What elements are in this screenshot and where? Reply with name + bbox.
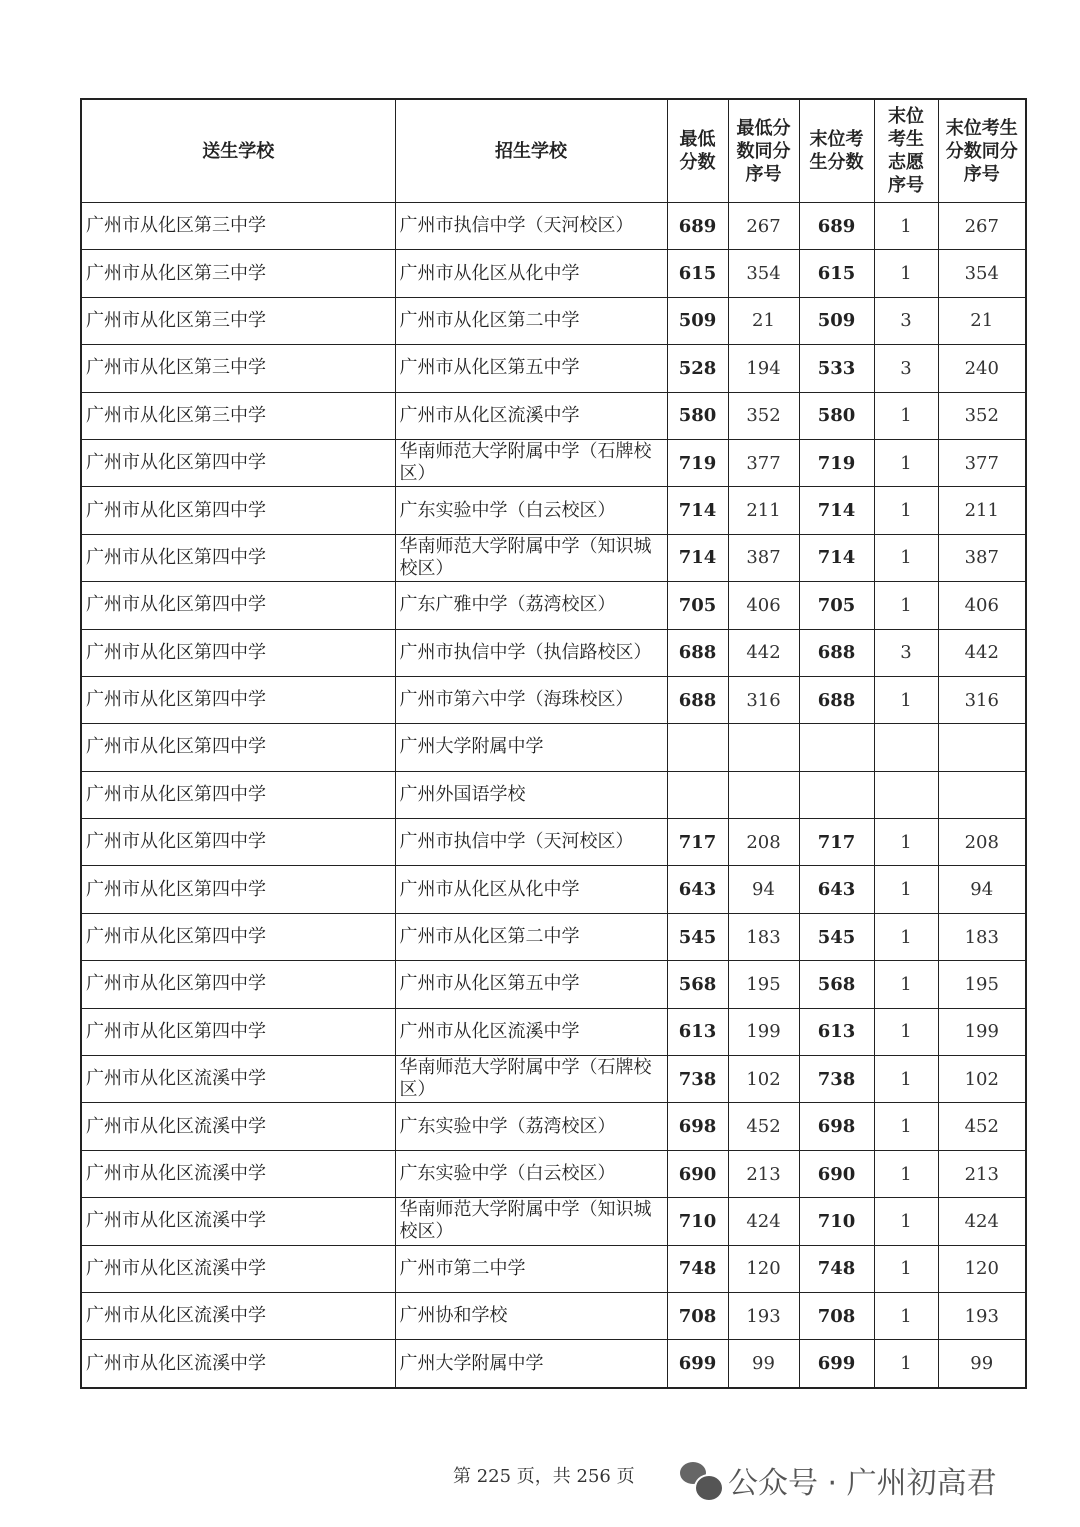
cell-last-choice-no: 3 bbox=[874, 629, 938, 676]
header-min-score: 最低分数 bbox=[667, 99, 728, 203]
cell-admitting-school: 广东实验中学（白云校区） bbox=[395, 487, 667, 534]
cell-admitting-school: 广州大学附属中学 bbox=[395, 1340, 667, 1388]
cell-admitting-school: 广州市从化区从化中学 bbox=[395, 866, 667, 913]
cell-last-choice-no: 1 bbox=[874, 1245, 938, 1292]
cell-last-score-rank: 352 bbox=[938, 392, 1026, 439]
cell-min-score-rank: 21 bbox=[728, 297, 799, 344]
cell-last-choice-no: 1 bbox=[874, 1292, 938, 1339]
cell-last-score: 533 bbox=[799, 345, 874, 392]
cell-min-score: 545 bbox=[667, 913, 728, 960]
cell-last-score-rank: 21 bbox=[938, 297, 1026, 344]
cell-last-score-rank bbox=[938, 724, 1026, 771]
cell-sending-school: 广州市从化区流溪中学 bbox=[81, 1103, 395, 1150]
cell-admitting-school: 广州外国语学校 bbox=[395, 771, 667, 818]
cell-last-score-rank: 377 bbox=[938, 439, 1026, 486]
page-number: 第 225 页，共 256 页 bbox=[453, 1466, 635, 1487]
cell-min-score: 643 bbox=[667, 866, 728, 913]
cell-last-choice-no: 1 bbox=[874, 676, 938, 723]
cell-last-score: 719 bbox=[799, 439, 874, 486]
cell-min-score-rank: 120 bbox=[728, 1245, 799, 1292]
table-row bbox=[81, 1245, 1026, 1292]
cell-last-choice-no: 1 bbox=[874, 392, 938, 439]
cell-admitting-school: 广州市从化区流溪中学 bbox=[395, 1008, 667, 1055]
cell-admitting-school: 广州市执信中学（天河校区） bbox=[395, 819, 667, 866]
table-row bbox=[81, 961, 1026, 1008]
cell-last-score-rank: 316 bbox=[938, 676, 1026, 723]
cell-last-score: 698 bbox=[799, 1103, 874, 1150]
table-row bbox=[81, 1008, 1026, 1055]
table-row bbox=[81, 297, 1026, 344]
cell-last-score-rank: 199 bbox=[938, 1008, 1026, 1055]
header-last-choice-no: 末位考生志愿序号 bbox=[874, 99, 938, 203]
cell-sending-school: 广州市从化区第四中学 bbox=[81, 1008, 395, 1055]
cell-min-score: 689 bbox=[667, 203, 728, 250]
cell-sending-school: 广州市从化区第四中学 bbox=[81, 534, 395, 581]
cell-last-choice-no: 1 bbox=[874, 250, 938, 297]
cell-last-choice-no: 3 bbox=[874, 297, 938, 344]
cell-last-choice-no: 1 bbox=[874, 534, 938, 581]
table-row bbox=[81, 1103, 1026, 1150]
cell-admitting-school: 广州市从化区流溪中学 bbox=[395, 392, 667, 439]
cell-min-score: 708 bbox=[667, 1292, 728, 1339]
cell-last-choice-no: 1 bbox=[874, 1103, 938, 1150]
cell-last-score: 710 bbox=[799, 1198, 874, 1245]
cell-last-choice-no: 1 bbox=[874, 961, 938, 1008]
cell-sending-school: 广州市从化区第四中学 bbox=[81, 487, 395, 534]
cell-sending-school: 广州市从化区流溪中学 bbox=[81, 1340, 395, 1388]
table-header-row bbox=[81, 99, 1026, 203]
cell-last-choice-no: 1 bbox=[874, 1008, 938, 1055]
cell-min-score: 738 bbox=[667, 1056, 728, 1103]
cell-min-score-rank: 193 bbox=[728, 1292, 799, 1339]
cell-min-score-rank: 377 bbox=[728, 439, 799, 486]
cell-min-score-rank: 387 bbox=[728, 534, 799, 581]
cell-min-score bbox=[667, 724, 728, 771]
cell-last-score: 748 bbox=[799, 1245, 874, 1292]
cell-sending-school: 广州市从化区第四中学 bbox=[81, 819, 395, 866]
cell-last-score-rank: 99 bbox=[938, 1340, 1026, 1388]
cell-sending-school: 广州市从化区第三中学 bbox=[81, 345, 395, 392]
cell-last-choice-no: 1 bbox=[874, 866, 938, 913]
cell-last-choice-no bbox=[874, 771, 938, 818]
table-row bbox=[81, 582, 1026, 629]
cell-min-score: 719 bbox=[667, 439, 728, 486]
cell-last-score-rank: 183 bbox=[938, 913, 1026, 960]
cell-last-score-rank: 195 bbox=[938, 961, 1026, 1008]
cell-min-score: 698 bbox=[667, 1103, 728, 1150]
cell-last-choice-no: 1 bbox=[874, 913, 938, 960]
cell-last-score: 705 bbox=[799, 582, 874, 629]
wechat-icon bbox=[680, 1462, 720, 1498]
cell-last-score: 689 bbox=[799, 203, 874, 250]
cell-admitting-school: 广东广雅中学（荔湾校区） bbox=[395, 582, 667, 629]
cell-sending-school: 广州市从化区流溪中学 bbox=[81, 1198, 395, 1245]
cell-min-score: 528 bbox=[667, 345, 728, 392]
cell-last-score-rank: 208 bbox=[938, 819, 1026, 866]
cell-sending-school: 广州市从化区第四中学 bbox=[81, 771, 395, 818]
cell-sending-school: 广州市从化区第三中学 bbox=[81, 203, 395, 250]
cell-last-score bbox=[799, 724, 874, 771]
cell-min-score-rank: 424 bbox=[728, 1198, 799, 1245]
cell-last-score-rank: 442 bbox=[938, 629, 1026, 676]
cell-min-score-rank bbox=[728, 771, 799, 818]
cell-sending-school: 广州市从化区第四中学 bbox=[81, 866, 395, 913]
cell-min-score: 710 bbox=[667, 1198, 728, 1245]
table-row bbox=[81, 534, 1026, 581]
cell-admitting-school: 广东实验中学（荔湾校区） bbox=[395, 1103, 667, 1150]
cell-admitting-school: 广州市从化区第五中学 bbox=[395, 961, 667, 1008]
cell-min-score-rank: 452 bbox=[728, 1103, 799, 1150]
cell-min-score: 714 bbox=[667, 534, 728, 581]
cell-min-score-rank: 208 bbox=[728, 819, 799, 866]
cell-last-score-rank: 354 bbox=[938, 250, 1026, 297]
cell-min-score: 748 bbox=[667, 1245, 728, 1292]
cell-admitting-school: 广州市第二中学 bbox=[395, 1245, 667, 1292]
cell-admitting-school: 华南师范大学附属中学（知识城校区） bbox=[395, 1198, 667, 1245]
cell-last-score-rank: 240 bbox=[938, 345, 1026, 392]
table-row bbox=[81, 724, 1026, 771]
cell-min-score-rank: 267 bbox=[728, 203, 799, 250]
cell-last-score-rank: 452 bbox=[938, 1103, 1026, 1150]
cell-last-score: 714 bbox=[799, 534, 874, 581]
cell-min-score: 714 bbox=[667, 487, 728, 534]
header-sending-school: 送生学校 bbox=[81, 99, 395, 203]
cell-min-score-rank: 213 bbox=[728, 1150, 799, 1197]
cell-min-score-rank: 406 bbox=[728, 582, 799, 629]
cell-last-choice-no: 1 bbox=[874, 1198, 938, 1245]
cell-sending-school: 广州市从化区第四中学 bbox=[81, 582, 395, 629]
cell-last-score-rank: 213 bbox=[938, 1150, 1026, 1197]
cell-last-score: 714 bbox=[799, 487, 874, 534]
cell-last-score-rank: 424 bbox=[938, 1198, 1026, 1245]
cell-last-choice-no: 1 bbox=[874, 203, 938, 250]
cell-admitting-school: 华南师范大学附属中学（石牌校区） bbox=[395, 1056, 667, 1103]
cell-last-choice-no: 1 bbox=[874, 487, 938, 534]
cell-last-score-rank: 267 bbox=[938, 203, 1026, 250]
cell-last-score-rank: 211 bbox=[938, 487, 1026, 534]
watermark bbox=[680, 1458, 997, 1502]
cell-last-score-rank: 406 bbox=[938, 582, 1026, 629]
cell-admitting-school: 广州市执信中学（执信路校区） bbox=[395, 629, 667, 676]
cell-admitting-school: 广州市从化区第五中学 bbox=[395, 345, 667, 392]
cell-admitting-school: 广州市从化区从化中学 bbox=[395, 250, 667, 297]
table-row bbox=[81, 676, 1026, 723]
cell-min-score: 509 bbox=[667, 297, 728, 344]
table-row bbox=[81, 1292, 1026, 1339]
cell-last-choice-no: 1 bbox=[874, 582, 938, 629]
cell-last-score: 580 bbox=[799, 392, 874, 439]
cell-admitting-school: 华南师范大学附属中学（知识城校区） bbox=[395, 534, 667, 581]
cell-last-score: 717 bbox=[799, 819, 874, 866]
table-row bbox=[81, 1150, 1026, 1197]
cell-admitting-school: 广州市执信中学（天河校区） bbox=[395, 203, 667, 250]
cell-min-score-rank: 352 bbox=[728, 392, 799, 439]
cell-last-score: 568 bbox=[799, 961, 874, 1008]
cell-last-score: 699 bbox=[799, 1340, 874, 1388]
admission-score-table bbox=[80, 98, 1027, 1389]
cell-last-choice-no: 1 bbox=[874, 1150, 938, 1197]
cell-last-score: 615 bbox=[799, 250, 874, 297]
header-admitting-school: 招生学校 bbox=[395, 99, 667, 203]
table-row bbox=[81, 1056, 1026, 1103]
cell-last-score-rank: 387 bbox=[938, 534, 1026, 581]
table-row bbox=[81, 487, 1026, 534]
cell-sending-school: 广州市从化区第四中学 bbox=[81, 629, 395, 676]
cell-sending-school: 广州市从化区第三中学 bbox=[81, 250, 395, 297]
cell-min-score-rank: 102 bbox=[728, 1056, 799, 1103]
cell-last-score-rank bbox=[938, 771, 1026, 818]
cell-last-score-rank: 120 bbox=[938, 1245, 1026, 1292]
cell-last-choice-no bbox=[874, 724, 938, 771]
cell-last-score-rank: 94 bbox=[938, 866, 1026, 913]
cell-min-score-rank: 183 bbox=[728, 913, 799, 960]
cell-min-score-rank: 199 bbox=[728, 1008, 799, 1055]
cell-sending-school: 广州市从化区第四中学 bbox=[81, 961, 395, 1008]
cell-min-score-rank: 94 bbox=[728, 866, 799, 913]
cell-min-score bbox=[667, 771, 728, 818]
cell-min-score: 688 bbox=[667, 629, 728, 676]
table-row bbox=[81, 866, 1026, 913]
table-row bbox=[81, 250, 1026, 297]
cell-min-score: 615 bbox=[667, 250, 728, 297]
cell-min-score: 613 bbox=[667, 1008, 728, 1055]
header-min-score-rank: 最低分数同分序号 bbox=[728, 99, 799, 203]
cell-min-score: 699 bbox=[667, 1340, 728, 1388]
cell-admitting-school: 广州协和学校 bbox=[395, 1292, 667, 1339]
cell-min-score-rank bbox=[728, 724, 799, 771]
cell-sending-school: 广州市从化区流溪中学 bbox=[81, 1292, 395, 1339]
cell-last-score: 738 bbox=[799, 1056, 874, 1103]
cell-sending-school: 广州市从化区流溪中学 bbox=[81, 1056, 395, 1103]
cell-last-score: 690 bbox=[799, 1150, 874, 1197]
cell-last-score: 613 bbox=[799, 1008, 874, 1055]
cell-min-score-rank: 194 bbox=[728, 345, 799, 392]
cell-sending-school: 广州市从化区第三中学 bbox=[81, 392, 395, 439]
cell-admitting-school: 广州大学附属中学 bbox=[395, 724, 667, 771]
cell-min-score-rank: 195 bbox=[728, 961, 799, 1008]
cell-last-choice-no: 3 bbox=[874, 345, 938, 392]
cell-admitting-school: 广州市从化区第二中学 bbox=[395, 297, 667, 344]
table-row bbox=[81, 439, 1026, 486]
cell-last-choice-no: 1 bbox=[874, 1340, 938, 1388]
cell-last-choice-no: 1 bbox=[874, 439, 938, 486]
cell-last-choice-no: 1 bbox=[874, 1056, 938, 1103]
cell-last-score: 708 bbox=[799, 1292, 874, 1339]
cell-min-score-rank: 442 bbox=[728, 629, 799, 676]
table-row bbox=[81, 819, 1026, 866]
cell-last-score bbox=[799, 771, 874, 818]
watermark-text: 公众号 · 广州初高君 bbox=[728, 1466, 997, 1501]
cell-min-score-rank: 316 bbox=[728, 676, 799, 723]
table-row bbox=[81, 771, 1026, 818]
cell-min-score: 568 bbox=[667, 961, 728, 1008]
cell-last-choice-no: 1 bbox=[874, 819, 938, 866]
cell-min-score: 688 bbox=[667, 676, 728, 723]
cell-last-score-rank: 193 bbox=[938, 1292, 1026, 1339]
table-row bbox=[81, 913, 1026, 960]
cell-min-score: 580 bbox=[667, 392, 728, 439]
cell-admitting-school: 华南师范大学附属中学（石牌校区） bbox=[395, 439, 667, 486]
cell-sending-school: 广州市从化区第四中学 bbox=[81, 913, 395, 960]
cell-min-score: 705 bbox=[667, 582, 728, 629]
cell-sending-school: 广州市从化区第四中学 bbox=[81, 676, 395, 723]
table-row bbox=[81, 1340, 1026, 1388]
header-last-score-rank: 末位考生分数同分序号 bbox=[938, 99, 1026, 203]
table-row bbox=[81, 629, 1026, 676]
header-last-score: 末位考生分数 bbox=[799, 99, 874, 203]
cell-sending-school: 广州市从化区流溪中学 bbox=[81, 1150, 395, 1197]
cell-min-score-rank: 211 bbox=[728, 487, 799, 534]
cell-sending-school: 广州市从化区第三中学 bbox=[81, 297, 395, 344]
cell-last-score: 643 bbox=[799, 866, 874, 913]
table-row bbox=[81, 1198, 1026, 1245]
cell-last-score-rank: 102 bbox=[938, 1056, 1026, 1103]
table-row bbox=[81, 203, 1026, 250]
cell-last-score: 545 bbox=[799, 913, 874, 960]
cell-last-score: 688 bbox=[799, 676, 874, 723]
cell-admitting-school: 广州市从化区第二中学 bbox=[395, 913, 667, 960]
cell-sending-school: 广州市从化区第四中学 bbox=[81, 724, 395, 771]
cell-min-score: 690 bbox=[667, 1150, 728, 1197]
cell-min-score-rank: 354 bbox=[728, 250, 799, 297]
cell-sending-school: 广州市从化区第四中学 bbox=[81, 439, 395, 486]
cell-min-score: 717 bbox=[667, 819, 728, 866]
cell-min-score-rank: 99 bbox=[728, 1340, 799, 1388]
cell-admitting-school: 广东实验中学（白云校区） bbox=[395, 1150, 667, 1197]
cell-sending-school: 广州市从化区流溪中学 bbox=[81, 1245, 395, 1292]
cell-last-score: 688 bbox=[799, 629, 874, 676]
cell-last-score: 509 bbox=[799, 297, 874, 344]
cell-admitting-school: 广州市第六中学（海珠校区） bbox=[395, 676, 667, 723]
table-row bbox=[81, 345, 1026, 392]
table-row bbox=[81, 392, 1026, 439]
